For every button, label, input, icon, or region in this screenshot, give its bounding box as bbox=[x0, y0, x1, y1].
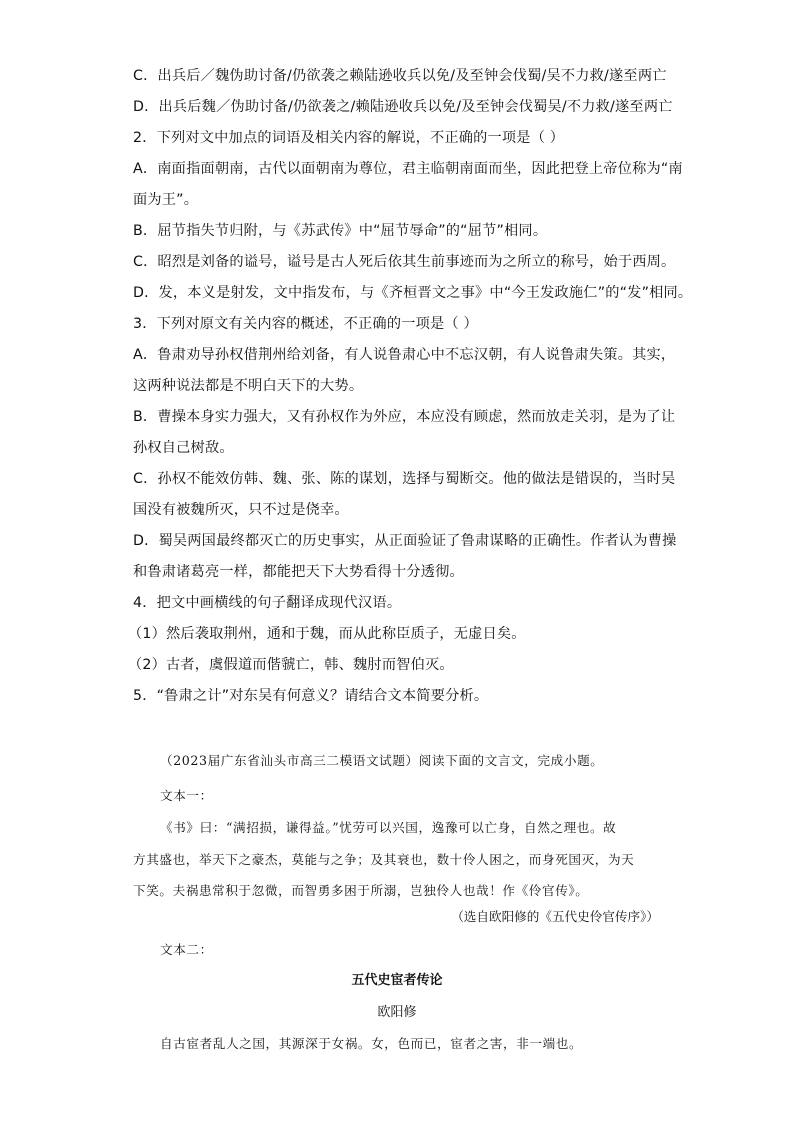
text2-label: 文本二： bbox=[160, 942, 213, 957]
text1-line-1: 《书》曰：“满招损，谦得益。”忧劳可以兴国，逸豫可以亡身，自然之理也。故 bbox=[160, 820, 617, 835]
q3-option-a-line2: 这两种说法都是不明白天下的大势。 bbox=[133, 378, 364, 394]
q3-option-a-line1: A．鲁肃劝导孙权借荆州给刘备，有人说鲁肃心中不忘汉朝，有人说鲁肃失策。其实， bbox=[133, 347, 676, 363]
q5-stem: 5．“鲁肃之计”对东吴有何意义？请结合文本简要分析。 bbox=[133, 688, 489, 704]
q4-sentence-1: （1）然后袭取荆州，通和于魏，而从此称臣质子，无虚日矣。 bbox=[128, 626, 526, 642]
q3-option-d-line2: 和鲁肃诸葛亮一样，都能把天下大势看得十分透彻。 bbox=[133, 564, 464, 580]
q3-option-b-line2: 孙权自己树敌。 bbox=[133, 440, 234, 456]
q3-option-c-line1: C．孙权不能效仿韩、魏、张、陈的谋划，选择与蜀断交。他的做法是错误的，当时吴 bbox=[133, 471, 676, 487]
text2-author: 欧阳修 bbox=[377, 1005, 417, 1020]
q2-option-a-line2: 面为王”。 bbox=[133, 192, 199, 208]
q2-option-c: C．昭烈是刘备的谥号，谥号是古人死后依其生前事迹而为之所立的称号，始于西周。 bbox=[133, 254, 676, 270]
text1-line-3: 下笑。夫祸患常积于忽微，而智勇多困于所溺，岂独伶人也哉！作《伶官传》。 bbox=[133, 883, 589, 898]
q4-stem: 4．把文中画横线的句子翻译成现代汉语。 bbox=[133, 595, 402, 611]
q3-option-d-line1: D．蜀吴两国最终都灭亡的历史事实，从正面验证了鲁肃谋略的正确性。作者认为曹操 bbox=[133, 533, 677, 549]
passage-intro: （2023届广东省汕头市高三二模语文试题）阅读下面的文言文，完成小题。 bbox=[160, 753, 604, 768]
q4-sentence-2: （2）古者，虞假道而偕虢亡，韩、魏肘而智伯灭。 bbox=[128, 657, 454, 673]
q1-option-d: D．出兵后魏／伪助讨备/仍欲袭之/赖陆逊收兵以免/及至钟会伐蜀吴/不力救/遂至两亡 bbox=[133, 99, 673, 115]
q2-option-d: D．发，本义是射发，文中指发布，与《齐桓晋文之事》中“今王发政施仁”的“发”相同。 bbox=[133, 285, 693, 301]
q1-option-c: C．出兵后／魏伪助讨备/仍欲袭之赖陆逊收兵以免/及至钟会伐蜀/吴不力救/遂至两亡 bbox=[133, 68, 667, 84]
text1-label: 文本一： bbox=[160, 788, 213, 803]
q3-stem: 3．下列对原文有关内容的概述，不正确的一项是（ ） bbox=[133, 316, 478, 332]
text1-line-2: 方其盛也，举天下之豪杰，莫能与之争；及其衰也，数十伶人困之，而身死国灭，为天 bbox=[133, 852, 635, 867]
q2-option-b: B．屈节指失节归附，与《苏武传》中“屈节辱命”的“屈节”相同。 bbox=[133, 223, 548, 239]
q2-option-a-line1: A．南面指面朝南，古代以面朝南为尊位，君主临朝南面而坐，因此把登上帝位称为“南 bbox=[133, 161, 683, 177]
q3-option-b-line1: B．曹操本身实力强大，又有孙权作为外应，本应没有顾虑，然而放走关羽，是为了让 bbox=[133, 409, 676, 425]
text2-line-1: 自古宦者乱人之国，其源深于女祸。女，色而已，宦者之害，非一端也。 bbox=[160, 1036, 583, 1051]
text1-source: （选自欧阳修的《五代史伶官传序》） bbox=[451, 909, 659, 924]
q2-stem: 2．下列对文中加点的词语及相关内容的解说，不正确的一项是（ ） bbox=[133, 130, 565, 146]
q3-option-c-line2: 国没有被魏所灭，只不过是侥幸。 bbox=[133, 502, 349, 518]
text2-title: 五代史宦者传论 bbox=[351, 973, 443, 988]
